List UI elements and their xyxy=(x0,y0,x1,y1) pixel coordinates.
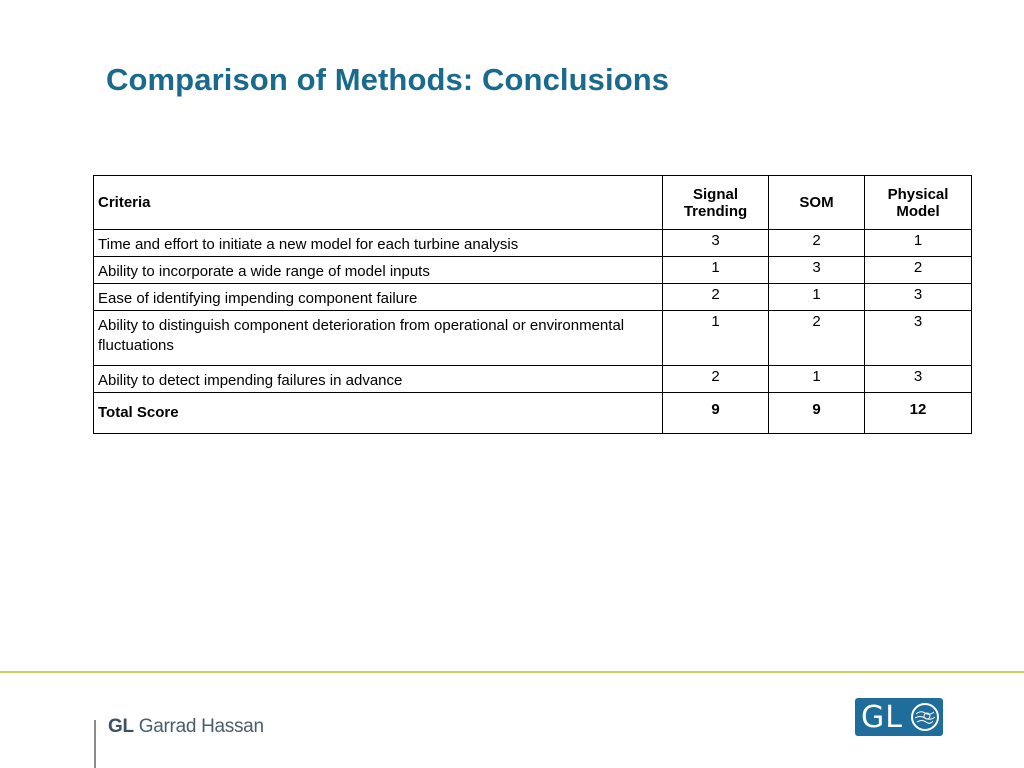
header-som: SOM xyxy=(769,176,865,230)
brand-prefix: GL xyxy=(108,716,134,737)
header-criteria: Criteria xyxy=(94,176,663,230)
signal-trending-score: 3 xyxy=(663,230,769,257)
physical-model-score: 2 xyxy=(865,257,972,284)
total-signal-trending: 9 xyxy=(663,393,769,434)
physical-model-score: 1 xyxy=(865,230,972,257)
som-score: 2 xyxy=(769,230,865,257)
criteria-cell: Ability to incorporate a wide range of model inputs xyxy=(94,257,663,284)
table-row xyxy=(94,284,972,311)
som-score: 2 xyxy=(769,311,865,366)
signal-trending-score: 2 xyxy=(663,284,769,311)
footer-brand xyxy=(108,716,264,738)
signal-trending-score: 1 xyxy=(663,257,769,284)
logo-text: GL xyxy=(861,700,903,735)
som-score: 1 xyxy=(769,366,865,393)
criteria-cell: Ease of identifying impending component failure xyxy=(94,284,663,311)
physical-model-score: 3 xyxy=(865,284,972,311)
table-header-row xyxy=(94,176,972,230)
gl-logo xyxy=(855,698,943,736)
table-row xyxy=(94,366,972,393)
criteria-cell: Time and effort to initiate a new model for each turbine analysis xyxy=(94,230,663,257)
som-score: 3 xyxy=(769,257,865,284)
signal-trending-score: 2 xyxy=(663,366,769,393)
comparison-table xyxy=(93,175,972,434)
criteria-cell: Ability to distinguish component deterioration from operational or environmental fluctuations xyxy=(94,311,663,366)
total-som: 9 xyxy=(769,393,865,434)
slide-title: Comparison of Methods: Conclusions xyxy=(106,62,670,97)
signal-trending-score: 1 xyxy=(663,311,769,366)
som-score: 1 xyxy=(769,284,865,311)
footer-accent-line xyxy=(0,671,1024,673)
total-physical-model: 12 xyxy=(865,393,972,434)
table-row xyxy=(94,311,972,366)
total-row xyxy=(94,393,972,434)
criteria-cell: Ability to detect impending failures in advance xyxy=(94,366,663,393)
footer-divider xyxy=(94,720,96,768)
header-physical-model: Physical Model xyxy=(865,176,972,230)
total-label: Total Score xyxy=(94,393,663,434)
table-row xyxy=(94,230,972,257)
table-row xyxy=(94,257,972,284)
physical-model-score: 3 xyxy=(865,311,972,366)
header-signal-trending: Signal Trending xyxy=(663,176,769,230)
brand-name: Garrad Hassan xyxy=(138,716,264,737)
physical-model-score: 3 xyxy=(865,366,972,393)
globe-icon xyxy=(910,702,940,732)
